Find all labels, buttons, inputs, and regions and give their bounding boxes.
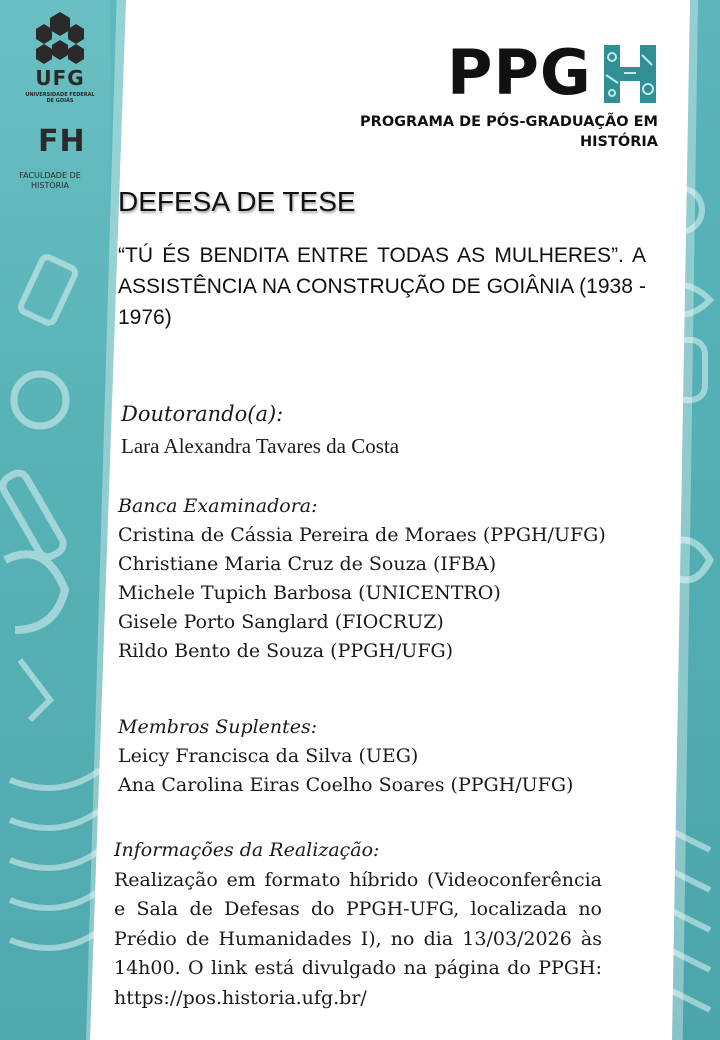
- event-info-label: Informações da Realização:: [114, 839, 380, 861]
- ufg-hexagon-logo-icon: [30, 10, 90, 66]
- ufg-logo-text: UFG: [35, 66, 85, 90]
- alternates-section: [118, 713, 573, 800]
- alternate-member: Leicy Francisca da Silva (UEG): [118, 745, 419, 767]
- thesis-title: “TÚ ÉS BENDITA ENTRE TODAS AS MULHERES”. A ASSISTÊNCIA NA CONSTRUÇÃO DE GOIÂNIA (1938 - 1976): [118, 244, 646, 329]
- alternate-member: Ana Carolina Eiras Coelho Soares (PPGH/UFG): [118, 774, 574, 796]
- committee-member: Cristina de Cássia Pereira de Moraes (PPGH/UFG): [118, 524, 606, 546]
- event-info-text: Realização em formato híbrido (Videoconferência e Sala de Defesas do PPGH-UFG, localizada no Prédio de Humanidades I), no dia 13/03/2026 às 14h00. O link está divulgado na página do PPGH: https://pos.historia.ufg.br/: [114, 868, 602, 1009]
- fh-logo-text: FH: [38, 124, 86, 159]
- committee-label: Banca Examinadora:: [118, 495, 318, 517]
- fh-logo-subtitle: FACULDADE DE HISTÓRIA: [19, 171, 81, 190]
- committee-section: [118, 492, 606, 666]
- committee-member: Michele Tupich Barbosa (UNICENTRO): [118, 582, 501, 604]
- ufg-logo-subtitle: UNIVERSIDADE FEDERAL DE GOIÁS: [25, 92, 95, 104]
- student-name: Lara Alexandra Tavares da Costa: [121, 434, 400, 458]
- committee-member: Rildo Bento de Souza (PPGH/UFG): [118, 640, 454, 662]
- ppgh-patterned-h-icon: [604, 45, 656, 103]
- ppgh-logo-text: PPG: [447, 36, 592, 109]
- ppgh-logo-subtitle: PROGRAMA DE PÓS-GRADUAÇÃO EM HISTÓRIA: [360, 114, 658, 150]
- event-info-section: [114, 836, 602, 1013]
- alternates-label: Membros Suplentes:: [118, 716, 318, 738]
- page-title: DEFESA DE TESE: [118, 186, 356, 217]
- committee-member: Gisele Porto Sanglard (FIOCRUZ): [118, 611, 444, 633]
- student-label: Doutorando(a):: [121, 402, 284, 426]
- committee-member: Christiane Maria Cruz de Souza (IFBA): [118, 553, 497, 575]
